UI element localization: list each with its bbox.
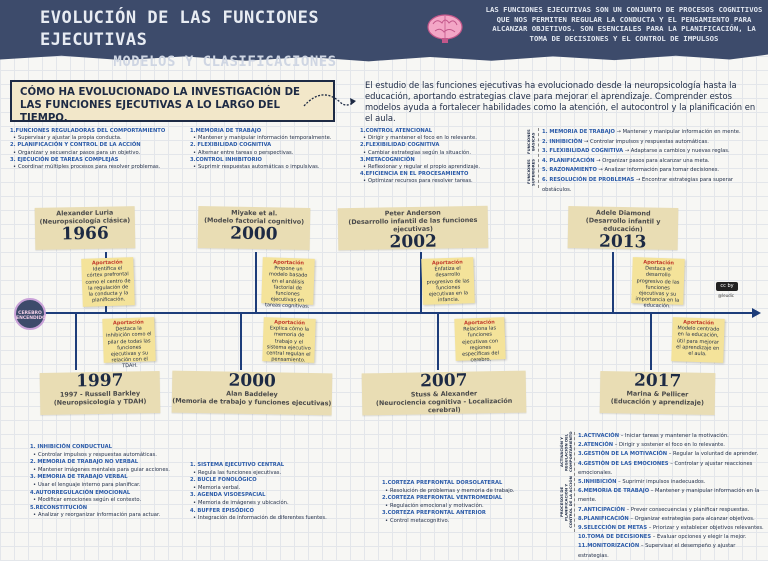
connector-2007: [437, 314, 439, 370]
note-2007: Aportación Relaciona las funciones ejecutivas con regiones específicas del cerebro.: [454, 317, 505, 361]
note-2000-baddeley: Aportación Explica cómo la memoria de trabajo y el sistema ejecutivo central regulan el pensamiento.: [262, 317, 316, 363]
note-2017: Aportación Modelo centrado en la educación, útil para mejorar el aprendizaje en el aula.: [671, 317, 725, 363]
group-label-superior: FUNCIONES SUPERIORES: [526, 158, 536, 186]
intro-text: El estudio de las funciones ejecutivas ha evolucionado desde la neuropsicología hasta la educación, aportando estrategias clave para mejorar el aprendizaje. Comprender estos modelos ayuda a fortalecer habilidades como la atención, el autocontrol y la planificación en el aula.: [365, 80, 756, 123]
list-barkley: 1. INHIBICIÓN CONDUCTUAL • Controlar impulsos y respuestas automáticas. 2. MEMORIA DE TRABAJO NO VERBAL • Mantener imágenes mentales para guiar acciones. 3. MEMORIA DE TRABAJO VERBAL • Usar el lenguaje interno para planificar. 4.AUTORREGULACIÓN EMOCIONAL • Modificar emociones según el contexto. 5.RECONSTITUCIÓN • Analizar y reorganizar información para actuar.: [30, 444, 180, 520]
connector-2000-bottom: [240, 314, 242, 370]
group-divider-2013: [538, 128, 539, 188]
connector-1997: [75, 314, 77, 370]
milestone-2002: Peter Anderson (Desarrollo infantil de las funciones ejecutivas) 2002: [338, 206, 489, 251]
list-luria: 1.FUNCIONES REGULADORAS DEL COMPORTAMIENTO • Supervisar y ajustar la propia conducta. 2. PLANIFICACIÓN Y CONTROL DE LA ACCIÓN • Organizar y secuenciar pasos para un objetivo. 3. EJECUCIÓN DE TAREAS COMPLEJAS • Coordinar múltiples procesos para resolver problemas.: [10, 128, 180, 171]
list-marina: 1.ACTIVACIÓN – Iniciar tareas y mantener la motivación. 2.ATENCIÓN – Dirigir y sostener el foco en lo relevante. 3.GESTIÓN DE LA MOTIVACIÓN – Regular la voluntad de aprender. 4.GESTIÓN DE LAS EMOCIONES – Controlar y ajustar reacciones emocionales. 5.INHIBICIÓN – Suprimir impulsos inadecuados. 6.MEMORIA DE TRABAJO – Mantener y manipular información en la mente. 7.ANTICIPACIÓN – Prever consecuencias y planificar respuestas. 8.PLANIFICACIÓN – Organizar estrategias para alcanzar objetivos. 9.SELECCIÓN DE METAS – Priorizar y establecer objetivos relevantes. 10.TOMA DE DECISIONES – Evaluar opciones y elegir la mejor. 11.MONITORIZACIÓN – Supervisar el desempeño y ajustar estrategias.: [578, 433, 764, 559]
page-subtitle: MODELOS Y CLASIFICACIONES: [113, 54, 337, 70]
page-title: EVOLUCIÓN DE LAS FUNCIONES EJECUTIVAS MODELOS Y CLASIFICACIONES: [40, 7, 410, 73]
brand-logo: CEREBRO ENCENDIDO: [14, 298, 46, 330]
note-1966: Aportación Identifica el córtex prefrontal como el centro de la regulación de la conducta y la planificación.: [81, 257, 135, 307]
group-label-planning: PROCESOS DE PLANIFICACIÓN Y CONTROL DE LA ACCIÓN: [559, 476, 573, 528]
note-2000-miyake: Aportación Propone un modelo basado en el análisis factorial de funciones ejecutivas en tareas cognitivas.: [261, 257, 315, 305]
header-description: LAS FUNCIONES EJECUTIVAS SON UN CONJUNTO DE PROCESOS COGNITIVOS QUE NOS PERMITEN REGULAR LA CONDUCTA Y EL PENSAMIENTO PARA ALCANZAR OBJETIVOS. SON ESENCIALES PARA LA PLANIFICACIÓN, LA TOMA DE DECISIONES Y EL CONTROL DE IMPULSOS: [485, 5, 763, 43]
question-box: CÓMO HA EVOLUCIONADO LA INVESTIGACIÓN DE LAS FUNCIONES EJECUTIVAS A LO LARGO DEL TIEMPO.: [10, 80, 335, 122]
license-user: @leudic: [718, 293, 734, 298]
milestone-2013: Adele Diamond (Desarrollo infantil y educación) 2013: [568, 206, 679, 250]
milestone-2000-baddeley: 2000 Alan Baddeley (Memoria de trabajo y funciones ejecutivas): [172, 371, 333, 416]
milestone-2017: 2017 Marina & Pellicer (Educación y aprendizaje): [600, 371, 716, 415]
note-2013: Aportación Destaca el desarrollo progresivo de las funciones ejecutivas y su importancia en la educación.: [631, 257, 685, 305]
group-divider-2017: [574, 432, 575, 532]
connector-2013: [612, 252, 614, 312]
group-label-activation: ACTIVACIÓN Y REGULACIÓN DEL COMPORTAMIENTO: [559, 431, 573, 472]
curved-arrow-icon: [300, 88, 360, 112]
brain-icon: [425, 12, 465, 44]
list-miyake: 1.MEMORIA DE TRABAJO • Mantener y manipular información temporalmente. 2. FLEXIBILIDAD COGNITIVA • Alternar entre tareas o perspectivas. 3.CONTROL INHIBITORIO • Suprimir respuestas automáticas o impulsivas.: [190, 128, 350, 171]
note-1997: Aportación Destaca la inhibición como el pilar de todas las funciones ejecutivas y su relación con el TDAH.: [102, 317, 156, 363]
list-anderson: 1.CONTROL ATENCIONAL • Dirigir y mantener el foco en lo relevante. 2.FLEXIBILIDAD COGNITIVA • Cambiar estrategias según la situación. 3.METACOGNICIÓN • Reflexionar y regular el propio aprendizaje. 4.EFICIENCIA EN EL PROCESAMIENTO • Optimizar recursos para resolver tareas.: [360, 128, 510, 186]
note-2002: Aportación Enfatiza el desarrollo progresivo de las funciones ejecutivas en la infancia.: [421, 257, 475, 305]
list-diamond: 1. MEMORIA DE TRABAJO → Mantener y manipular información en mente. 2. INHIBICIÓN → Controlar impulsos y respuestas automáticas. 3. FLEXIBILIDAD COGNITIVA → Adaptarse a cambios y nuevas reglas. 4. PLANIFICACIÓN → Organizar pasos para alcanzar una meta. 5. RAZONAMIENTO → Analizar información para tomar decisiones. 6. RESOLUCIÓN DE PROBLEMAS → Encontrar estrategias para superar obstáculos.: [542, 129, 741, 193]
milestone-1997: 1997 1997 - Russell Barkley (Neuropsicología y TDAH): [40, 371, 161, 415]
milestone-2007: 2007 Stuss & Alexander (Neurociencia cognitiva - Localización cerebral): [362, 371, 527, 416]
group-label-basic: FUNCIONES BÁSICAS: [526, 129, 536, 154]
milestone-2000-miyake: Miyake et al. (Modelo factorial cognitivo) 2000: [198, 206, 311, 250]
milestone-1966: Alexander Luria (Neuropsicología clásica) 1966: [35, 206, 136, 250]
license-badge: cc by: [716, 282, 738, 291]
connector-2000-top: [255, 252, 257, 312]
timeline-arrowhead: [752, 308, 761, 318]
list-baddeley: 1. SISTEMA EJECUTIVO CENTRAL • Regula las funciones ejecutivas. 2. BUCLE FONOLÓGICO • Memoria verbal. 3. AGENDA VISOESPACIAL • Memoria de imágenes y ubicación. 4. BUFFER EPISÓDICO • Integración de información de diferentes fuentes.: [190, 462, 350, 523]
connector-2017: [650, 314, 652, 370]
list-stuss: 1.CORTEZA PREFRONTAL DORSOLATERAL • Resolución de problemas y memoria de trabajo. 2.CORTEZA PREFRONTAL VENTROMEDIAL • Regulación emocional y motivación. 3.CORTEZA PREFRONTAL ANTERIOR • Control metacognitivo.: [382, 480, 542, 526]
